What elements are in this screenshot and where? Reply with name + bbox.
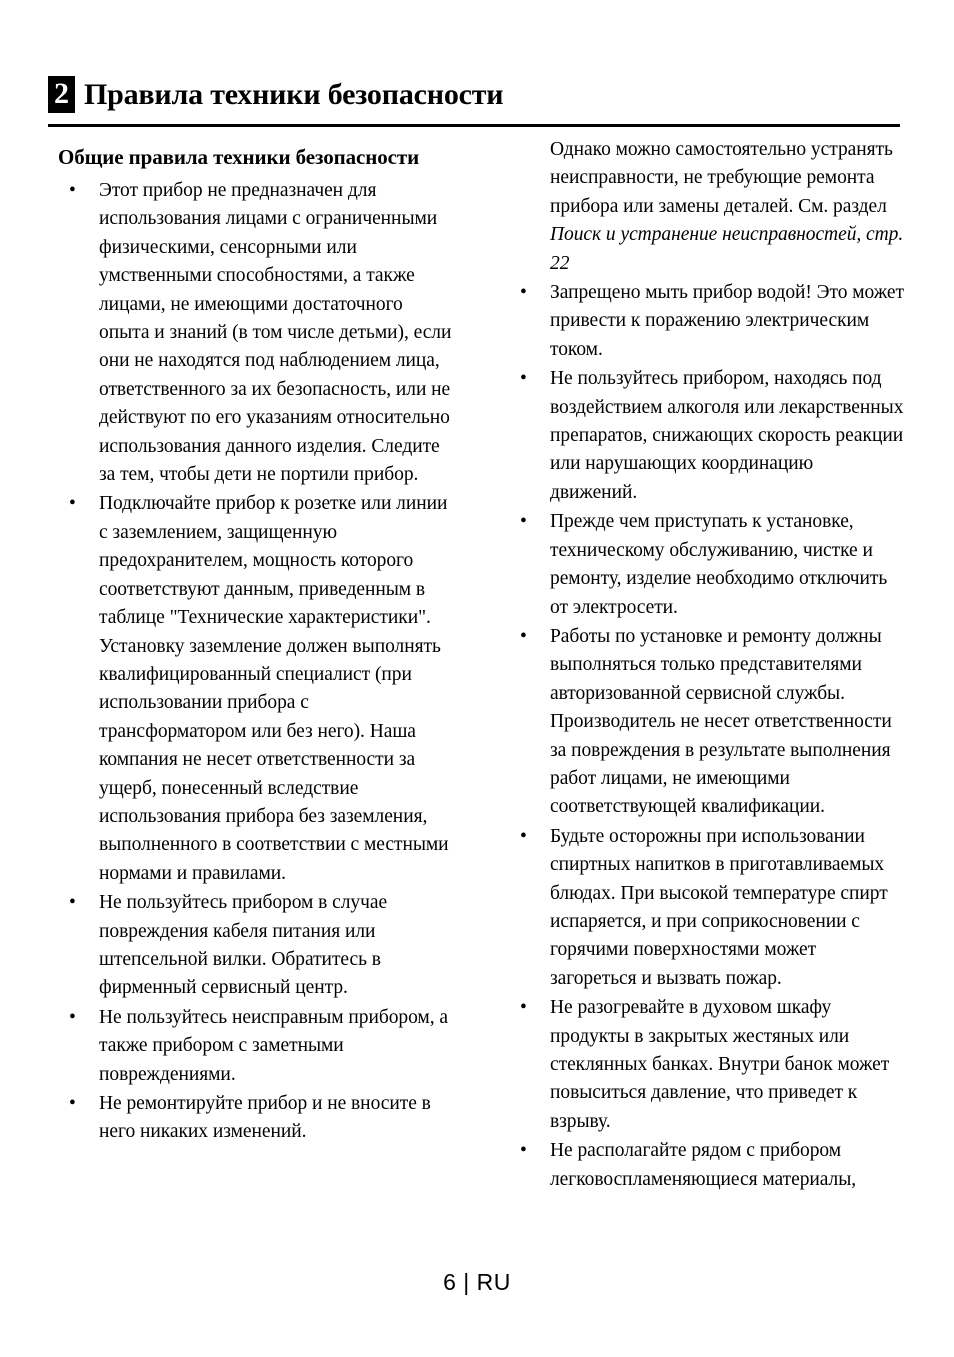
list-item: • Не ремонтируйте прибор и не вносите в него никаких изменений. (48, 1090, 453, 1147)
page-footer: 6 | RU (443, 1269, 511, 1295)
list-item: • Не разогревайте в духовом шкафу продукты в закрытых жестяных или стеклянных банках. Внутри банок может повыситься давление, что приведет к взрыву. (499, 994, 904, 1136)
right-column-bullet-list (499, 279, 904, 1194)
list-item: • Подключайте прибор к розетке или линии с заземлением, защищенную предохранителем, мощность которого соответствуют данным, приведенным в таблице "Технические характеристики". Установку заземление должен выполнять квалифицированный специалист (при использовании прибора с трансформатором или без него). Наша компания не несет ответственности за ущерб, понесенный вследствие использования прибора без заземления, выполненного в соответствии с местными нормами и правилами. (48, 490, 453, 888)
list-item: • Прежде чем приступать к установке, техническому обслуживанию, чистке и ремонту, изделие необходимо отключить от электросети. (499, 508, 904, 622)
list-item: • Не пользуйтесь прибором, находясь под воздействием алкоголя или лекарственных препаратов, снижающих скорость реакции или нарушающих координацию движений. (499, 365, 904, 507)
list-item: • Не пользуйтесь неисправным прибором, а также прибором с заметными повреждениями. (48, 1004, 453, 1089)
two-column-body (48, 136, 905, 1256)
continued-paragraph-text: Однако можно самостоятельно устранять неисправности, не требующие ремонта прибора или замены деталей. См. раздел (550, 139, 893, 217)
cross-reference-italic: Поиск и устранение неисправностей, стр. 22 (550, 224, 904, 274)
list-item: • Не располагайте рядом с прибором легковоспламеняющиеся материалы, (499, 1137, 904, 1194)
list-item: • Этот прибор не предназначен для использования лицами с ограниченными физическими, сенсорными или умственными способностями, а также лицами, не имеющими достаточного опыта и знаний (в том числе детьми), если они не находятся под наблюдением лица, ответственного за их безопасность, или не действуют по его указаниям относительно использования данного изделия. Следите за тем, чтобы дети не портили прибор. (48, 177, 453, 489)
left-column-bullet-list (48, 177, 453, 1147)
right-column (499, 136, 904, 1256)
chapter-number-badge: 2 (48, 76, 75, 113)
list-item: • Запрещено мыть прибор водой! Это может привести к поражению электрическим током. (499, 279, 904, 364)
page-title: Правила техники безопасности (84, 77, 504, 111)
list-item: • Будьте осторожны при использовании спиртных напитков в приготавливаемых блюдах. При высокой температуре спирт испаряется, и при соприкосновении с горячими поверхностями может загореться и вызвать пожар. (499, 823, 904, 993)
section-heading-general-safety: Общие правила техники безопасности (58, 145, 420, 169)
left-column (48, 136, 453, 1256)
list-item: • Работы по установке и ремонту должны выполняться только представителями авторизованной сервисной службы. Производитель не несет ответственности за повреждения в результате выполнения работ лицами, не имеющими соответствующей квалификации. (499, 623, 904, 822)
header-divider-rule (48, 124, 900, 127)
list-item: • Не пользуйтесь прибором в случае повреждения кабеля питания или штепсельной вилки. Обратитесь в фирменный сервисный центр. (48, 889, 453, 1003)
continued-paragraph (499, 136, 904, 278)
chapter-header (48, 76, 900, 113)
